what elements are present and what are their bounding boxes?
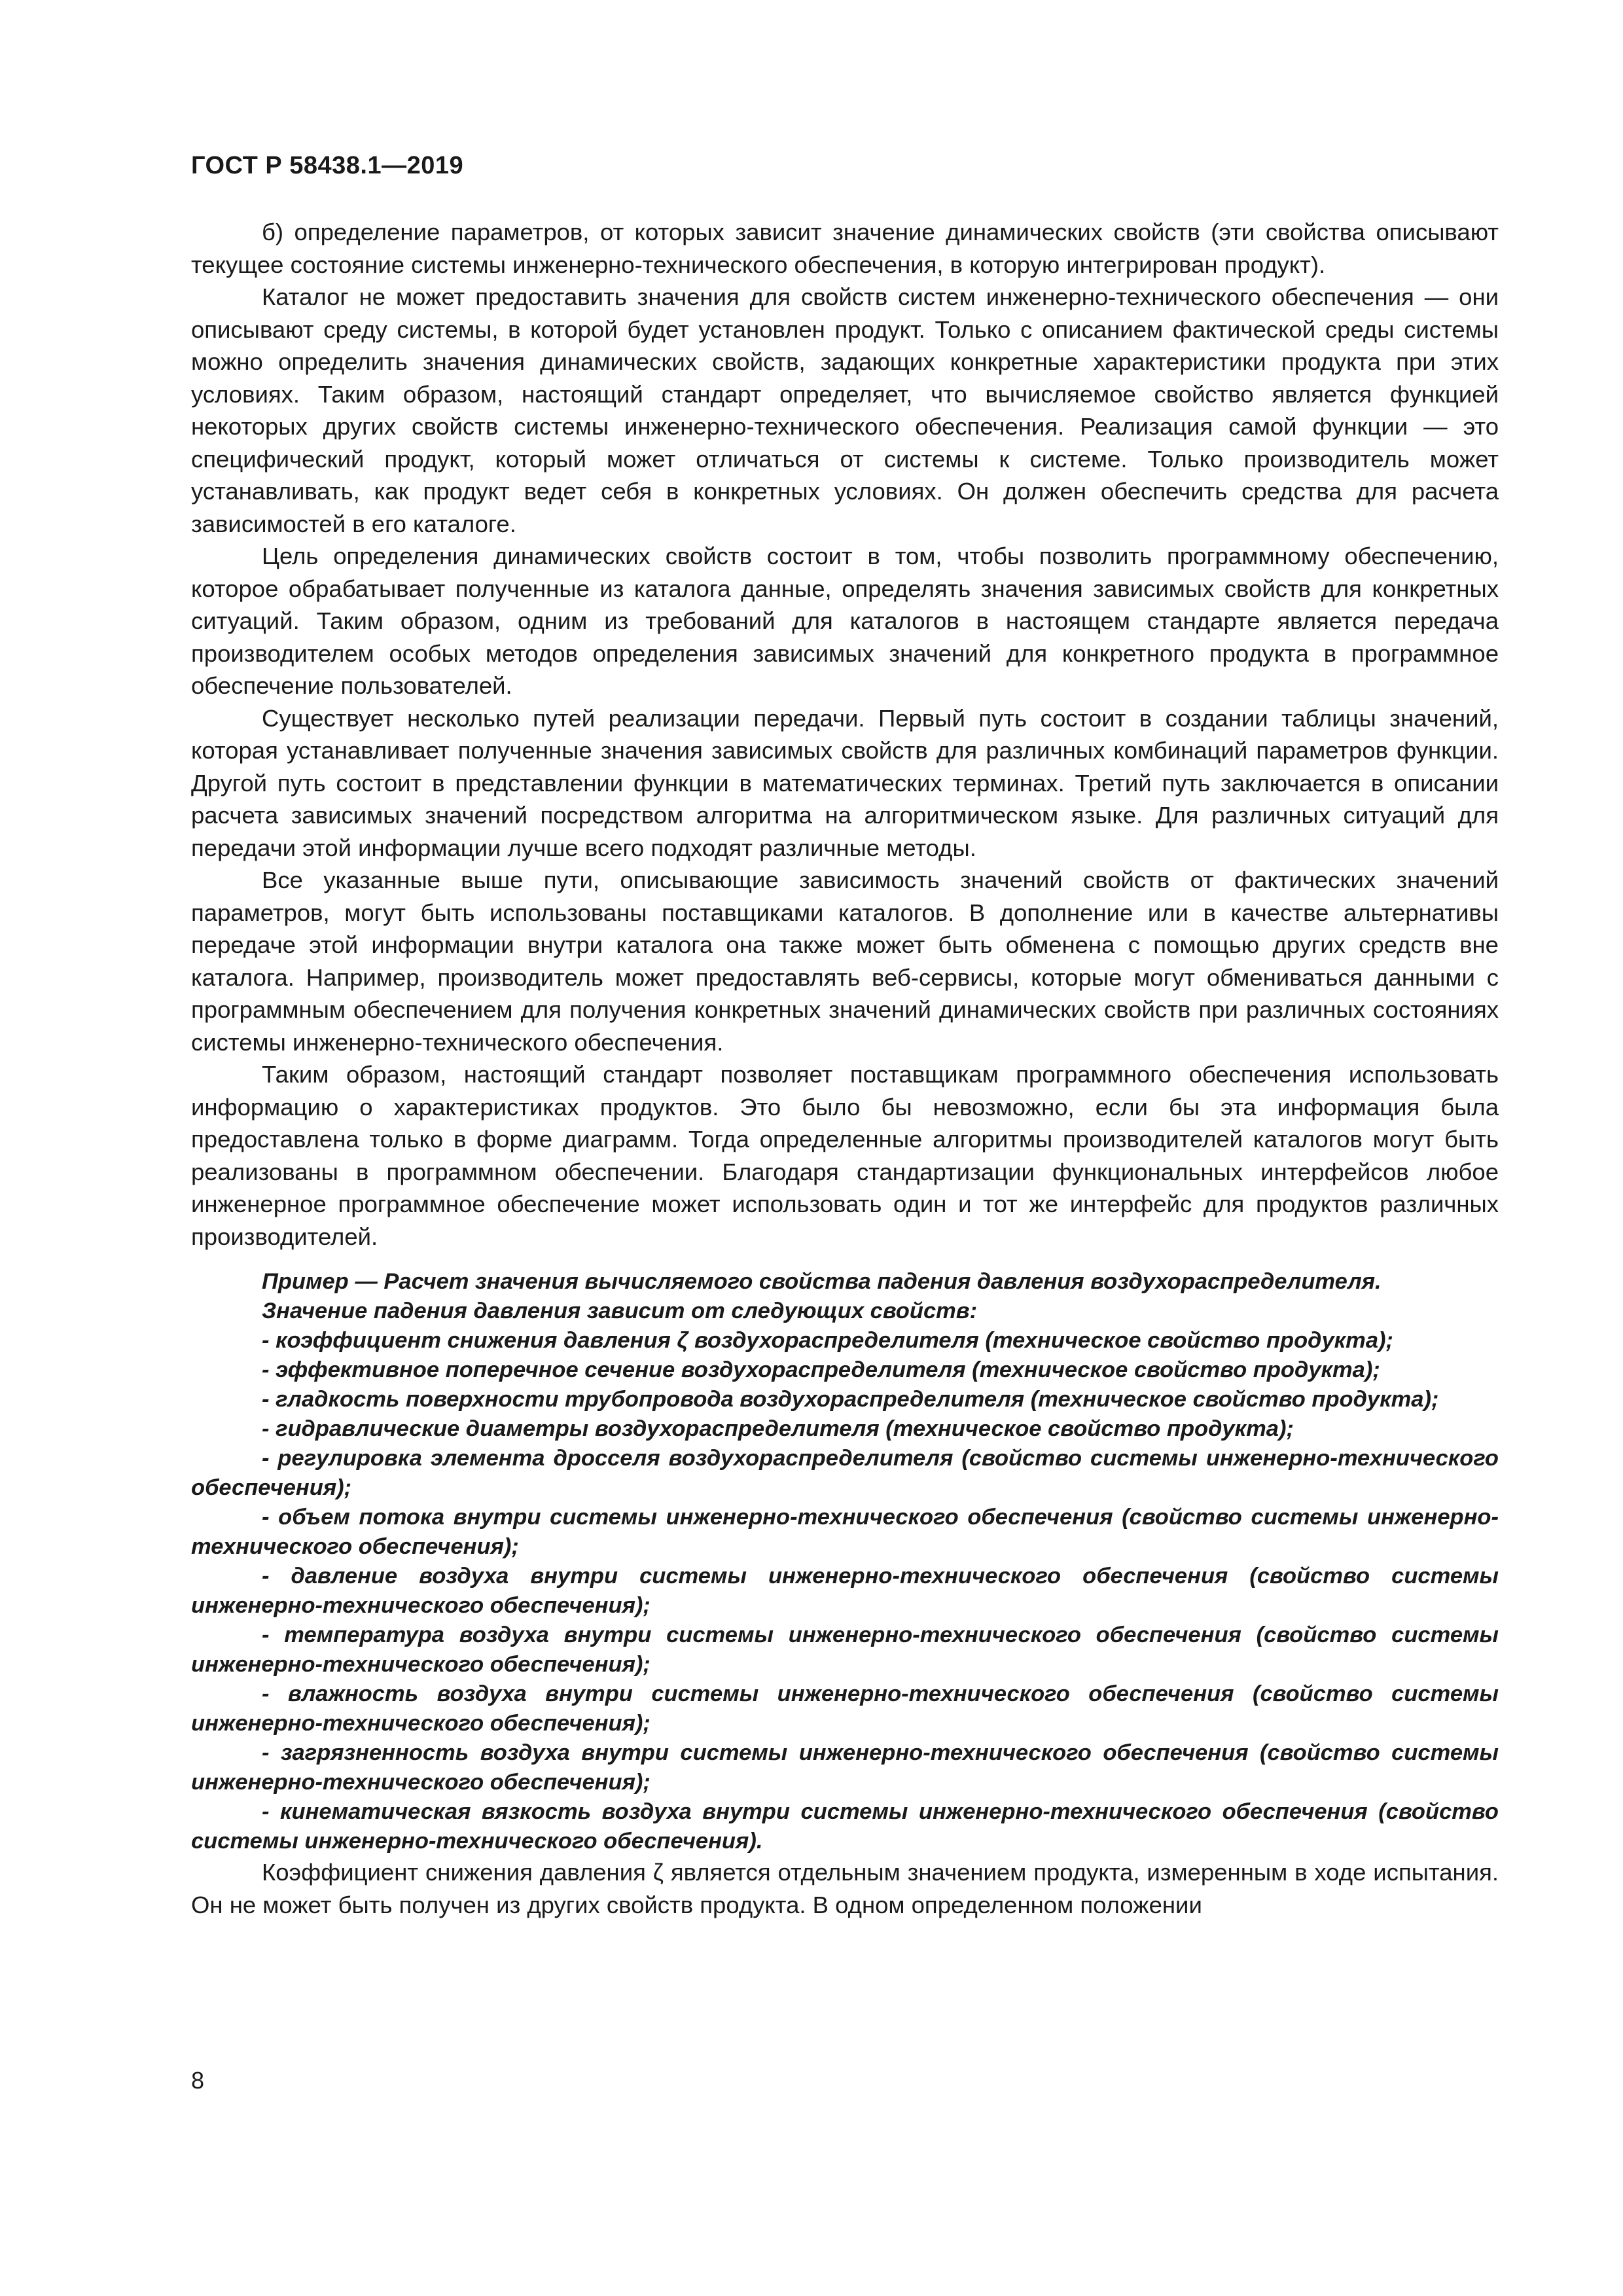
- document-body: [191, 216, 1499, 1921]
- example-list-item: - температура воздуха внутри системы инженерно-технического обеспечения (свойство системы инженерно-технического обеспечения);: [191, 1623, 1499, 1677]
- paragraph: Цель определения динамических свойств состоит в том, чтобы позволить программному обеспечению, которое обрабатывает полученные из каталога данные, определять значения зависимых свойств для конкретных ситуаций. Таким образом, одним из требований для каталогов в настоящем стандарте является передача производителем особых методов определения зависимых значений для конкретного продукта в программное обеспечение пользователей.: [191, 543, 1499, 699]
- page-number: 8: [191, 2067, 205, 2094]
- document-header: ГОСТ Р 58438.1—2019: [191, 152, 464, 179]
- example-list-item: - давление воздуха внутри системы инженерно-технического обеспечения (свойство системы инженерно-технического обеспечения);: [191, 1564, 1499, 1618]
- example-list-item: - влажность воздуха внутри системы инженерно-технического обеспечения (свойство системы инженерно-технического обеспечения);: [191, 1681, 1499, 1736]
- example-list-item: - гидравлические диаметры воздухораспределителя (техническое свойство продукта);: [262, 1416, 1294, 1441]
- paragraph: Все указанные выше пути, описывающие зависимость значений свойств от фактических значений параметров, могут быть использованы поставщиками каталогов. В дополнение или в качестве альтернативы передаче этой информации внутри каталога она также может быть обменена с помощью других средств вне каталога. Например, производитель может предоставлять веб-сервисы, которые могут обмениваться данными с программным обеспечением для получения конкретных значений динамических свойств при различных состояниях системы инженерно-технического обеспечения.: [191, 867, 1499, 1056]
- example-list-item: - гладкость поверхности трубопровода воздухораспределителя (техническое свойство продукта);: [262, 1387, 1439, 1412]
- paragraph: Каталог не может предоставить значения для свойств систем инженерно-технического обеспечения — они описывают среду системы, в которой будет установлен продукт. Только с описанием фактической среды системы можно определить значения динамических свойств, задающих конкретные характеристики продукта при этих условиях. Таким образом, настоящий стандарт определяет, что вычисляемое свойство является функцией некоторых других свойств системы инженерно-технического обеспечения. Реализация самой функции — это специфический продукт, который может отличаться от системы к системе. Только производитель может устанавливать, как продукт ведет себя в конкретных условиях. Он должен обеспечить средства для расчета зависимостей в его каталоге.: [191, 283, 1499, 537]
- paragraph: б) определение параметров, от которых зависит значение динамических свойств (эти свойства описывают текущее состояние системы инженерно-технического обеспечения, в которую интегрирован продукт).: [191, 219, 1499, 278]
- example-title: Пример — Расчет значения вычисляемого свойства падения давления воздухораспределителя.: [262, 1269, 1382, 1294]
- example-intro: Значение падения давления зависит от следующих свойств:: [262, 1299, 978, 1323]
- closing-paragraph: Коэффициент снижения давления ζ является отдельным значением продукта, измеренным в ходе испытания. Он не может быть получен из других свойств продукта. В одном определенном положении: [191, 1859, 1499, 1918]
- example-list-item: - эффективное поперечное сечение воздухораспределителя (техническое свойство продукта);: [262, 1357, 1380, 1382]
- paragraph: Таким образом, настоящий стандарт позволяет поставщикам программного обеспечения использовать информацию о характеристиках продуктов. Это было бы невозможно, если бы эта информация была предоставлена только в форме диаграмм. Тогда определенные алгоритмы производителей каталогов могут быть реализованы в программном обеспечении. Благодаря стандартизации функциональных интерфейсов любое инженерное программное обеспечение может использовать один и тот же интерфейс для продуктов различных производителей.: [191, 1061, 1499, 1250]
- example-list-item: - объем потока внутри системы инженерно-технического обеспечения (свойство системы инженерно-технического обеспечения);: [191, 1505, 1499, 1559]
- example-block: [191, 1267, 1499, 1856]
- example-list-item: - кинематическая вязкость воздуха внутри системы инженерно-технического обеспечения (свойство системы инженерно-технического обеспечения).: [191, 1799, 1499, 1854]
- paragraph: Существует несколько путей реализации передачи. Первый путь состоит в создании таблицы значений, которая устанавливает полученные значения зависимых свойств для различных комбинаций параметров функции. Другой путь состоит в представлении функции в математических терминах. Третий путь заключается в описании расчета зависимых значений посредством алгоритма на алгоритмическом языке. Для различных ситуаций для передачи этой информации лучше всего подходят различные методы.: [191, 704, 1499, 861]
- example-list-item: - коэффициент снижения давления ζ воздухораспределителя (техническое свойство продукта);: [262, 1328, 1394, 1353]
- example-list-item: - регулировка элемента дросселя воздухораспределителя (свойство системы инженерно-технического обеспечения);: [191, 1446, 1499, 1500]
- example-list-item: - загрязненность воздуха внутри системы инженерно-технического обеспечения (свойство системы инженерно-технического обеспечения);: [191, 1740, 1499, 1795]
